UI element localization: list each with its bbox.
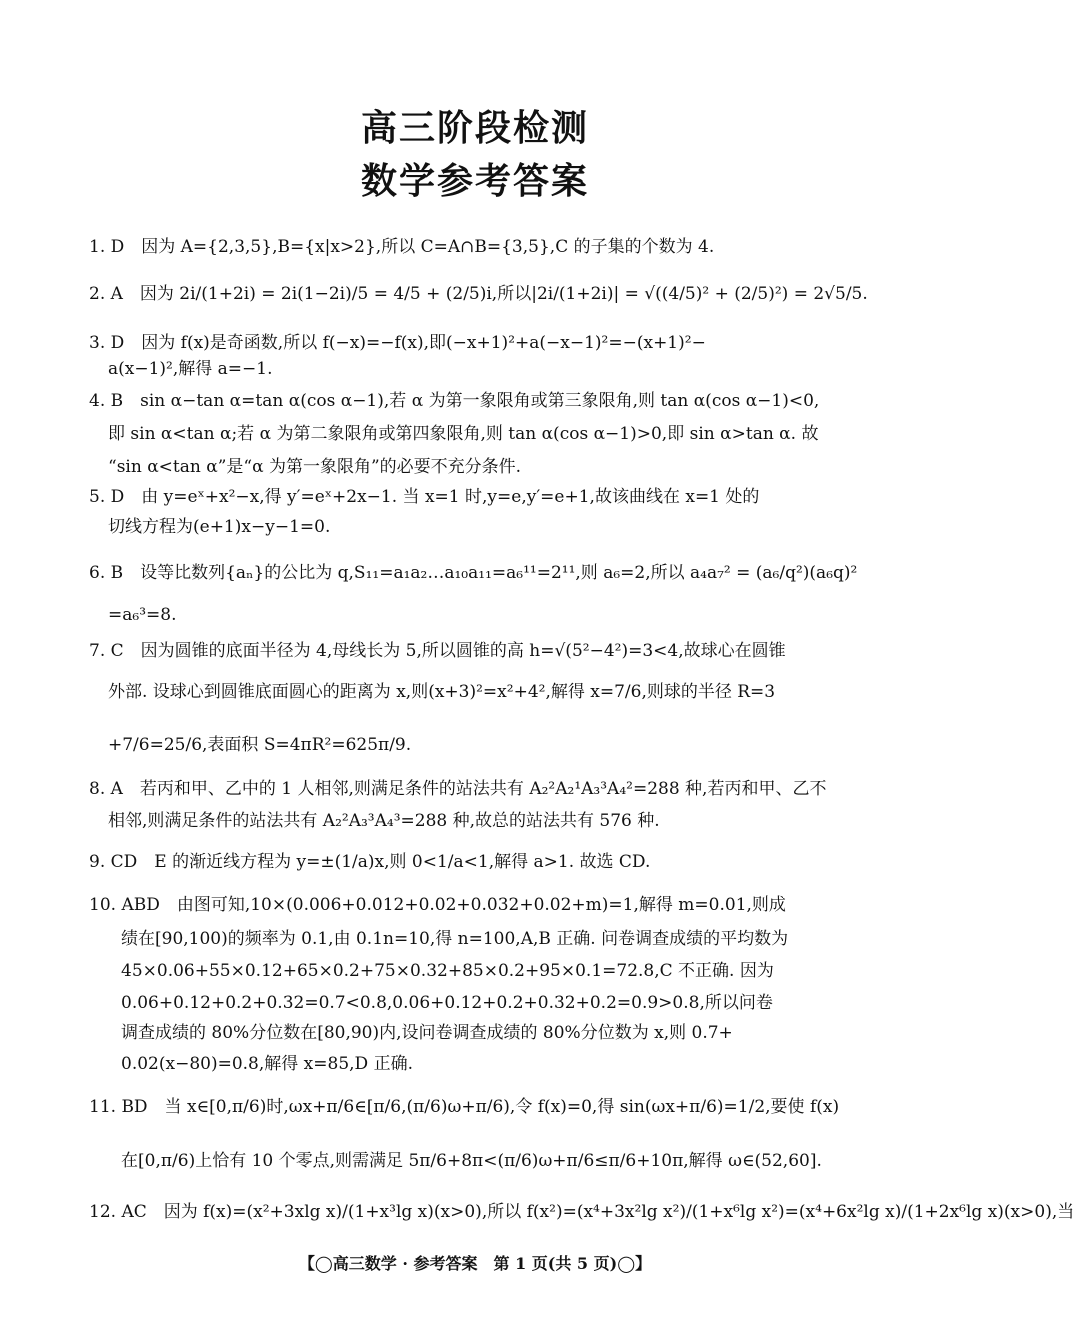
answer-2: 2. A 因为 2i/(1+2i) = 2i(1−2i)/5 = 4/5 + (2/5)i,所以|2i/(1+2i)| = √((4/5)² + (2/5)²) = 2√5/5. [89, 284, 868, 304]
answer-11-line-2: 在[0,π/6)上恰有 10 个零点,则需满足 5π/6+8π<(π/6)ω+π/6≤π/6+10π,解得 ω∈(52,60]. [121, 1151, 822, 1171]
answer-8-line-2: 相邻,则满足条件的站法共有 A₂²A₃³A₄³=288 种,故总的站法共有 576 种. [108, 811, 660, 831]
answer-4-line-3: “sin α<tan α”是“α 为第一象限角”的必要不充分条件. [108, 457, 522, 477]
answer-7-line-2: 外部. 设球心到圆锥底面圆心的距离为 x,则(x+3)²=x²+4²,解得 x=7/6,则球的半径 R=3 [108, 682, 776, 702]
answer-1: 1. D 因为 A={2,3,5},B={x|x>2},所以 C=A∩B={3,5},C 的子集的个数为 4. [89, 237, 715, 257]
answer-6-line-2: =a₆³=8. [108, 605, 177, 625]
answer-7-line-1: 7. C 因为圆锥的底面半径为 4,母线长为 5,所以圆锥的高 h=√(5²−4²)=3<4,故球心在圆锥 [89, 641, 786, 661]
answer-10-line-1: 10. ABD 由图可知,10×(0.006+0.012+0.02+0.032+0.02+m)=1,解得 m=0.01,则成 [89, 895, 786, 915]
page-subtitle: 数学参考答案 [360, 161, 589, 202]
answer-10-line-5: 调查成绩的 80%分位数在[80,90)内,设问卷调查成绩的 80%分位数为 x,则 0.7+ [121, 1023, 733, 1043]
answer-7-line-3: +7/6=25/6,表面积 S=4πR²=625π/9. [108, 735, 412, 755]
answer-6-line-1: 6. B 设等比数列{aₙ}的公比为 q,S₁₁=a₁a₂…a₁₀a₁₁=a₆¹¹=2¹¹,则 a₆=2,所以 a₄a₇² = (a₆/q²)(a₆q)² [89, 563, 858, 583]
answer-8-line-1: 8. A 若丙和甲、乙中的 1 人相邻,则满足条件的站法共有 A₂²A₂¹A₃³A₄²=288 种,若丙和甲、乙不 [89, 779, 827, 799]
answer-4-line-1: 4. B sin α−tan α=tan α(cos α−1),若 α 为第一象限角或第三象限角,则 tan α(cos α−1)<0, [89, 391, 820, 411]
answer-4-line-2: 即 sin α<tan α;若 α 为第二象限角或第四象限角,则 tan α(cos α−1)>0,即 sin α>tan α. 故 [108, 424, 819, 444]
answer-11-line-1: 11. BD 当 x∈[0,π/6)时,ωx+π/6∈[π/6,(π/6)ω+π/6),令 f(x)=0,得 sin(ωx+π/6)=1/2,要使 f(x) [89, 1097, 840, 1117]
answer-10-line-3: 45×0.06+55×0.12+65×0.2+75×0.32+85×0.2+95×0.1=72.8,C 不正确. 因为 [121, 961, 774, 981]
answer-5-line-1: 5. D 由 y=eˣ+x²−x,得 y′=eˣ+2x−1. 当 x=1 时,y=e,y′=e+1,故该曲线在 x=1 处的 [89, 487, 760, 507]
page-footer: 【◯高三数学 · 参考答案 第 1 页(共 5 页)◯】 [298, 1254, 652, 1273]
answer-10-line-2: 绩在[90,100)的频率为 0.1,由 0.1n=10,得 n=100,A,B 正确. 问卷调查成绩的平均数为 [121, 929, 789, 949]
answer-10-line-6: 0.02(x−80)=0.8,解得 x=85,D 正确. [121, 1054, 413, 1074]
answer-12-line-1: 12. AC 因为 f(x)=(x²+3xlg x)/(1+x³lg x)(x>0),所以 f(x²)=(x⁴+3x²lg x²)/(1+x⁶lg x²)=(x⁴+6x²lg x)/(1+2x⁶lg x)(x>0),当 [89, 1202, 1074, 1222]
answer-3-line-1: 3. D 因为 f(x)是奇函数,所以 f(−x)=−f(x),即(−x+1)²+a(−x−1)²=−(x+1)²− [89, 333, 706, 353]
answer-10-line-4: 0.06+0.12+0.2+0.32=0.7<0.8,0.06+0.12+0.2+0.32+0.2=0.9>0.8,所以问卷 [121, 993, 773, 1013]
answer-5-line-2: 切线方程为(e+1)x−y−1=0. [108, 517, 331, 537]
answer-9: 9. CD E 的渐近线方程为 y=±(1/a)x,则 0<1/a<1,解得 a>1. 故选 CD. [89, 852, 651, 872]
page-title: 高三阶段检测 [360, 108, 589, 149]
answer-3-line-2: a(x−1)²,解得 a=−1. [108, 359, 273, 379]
